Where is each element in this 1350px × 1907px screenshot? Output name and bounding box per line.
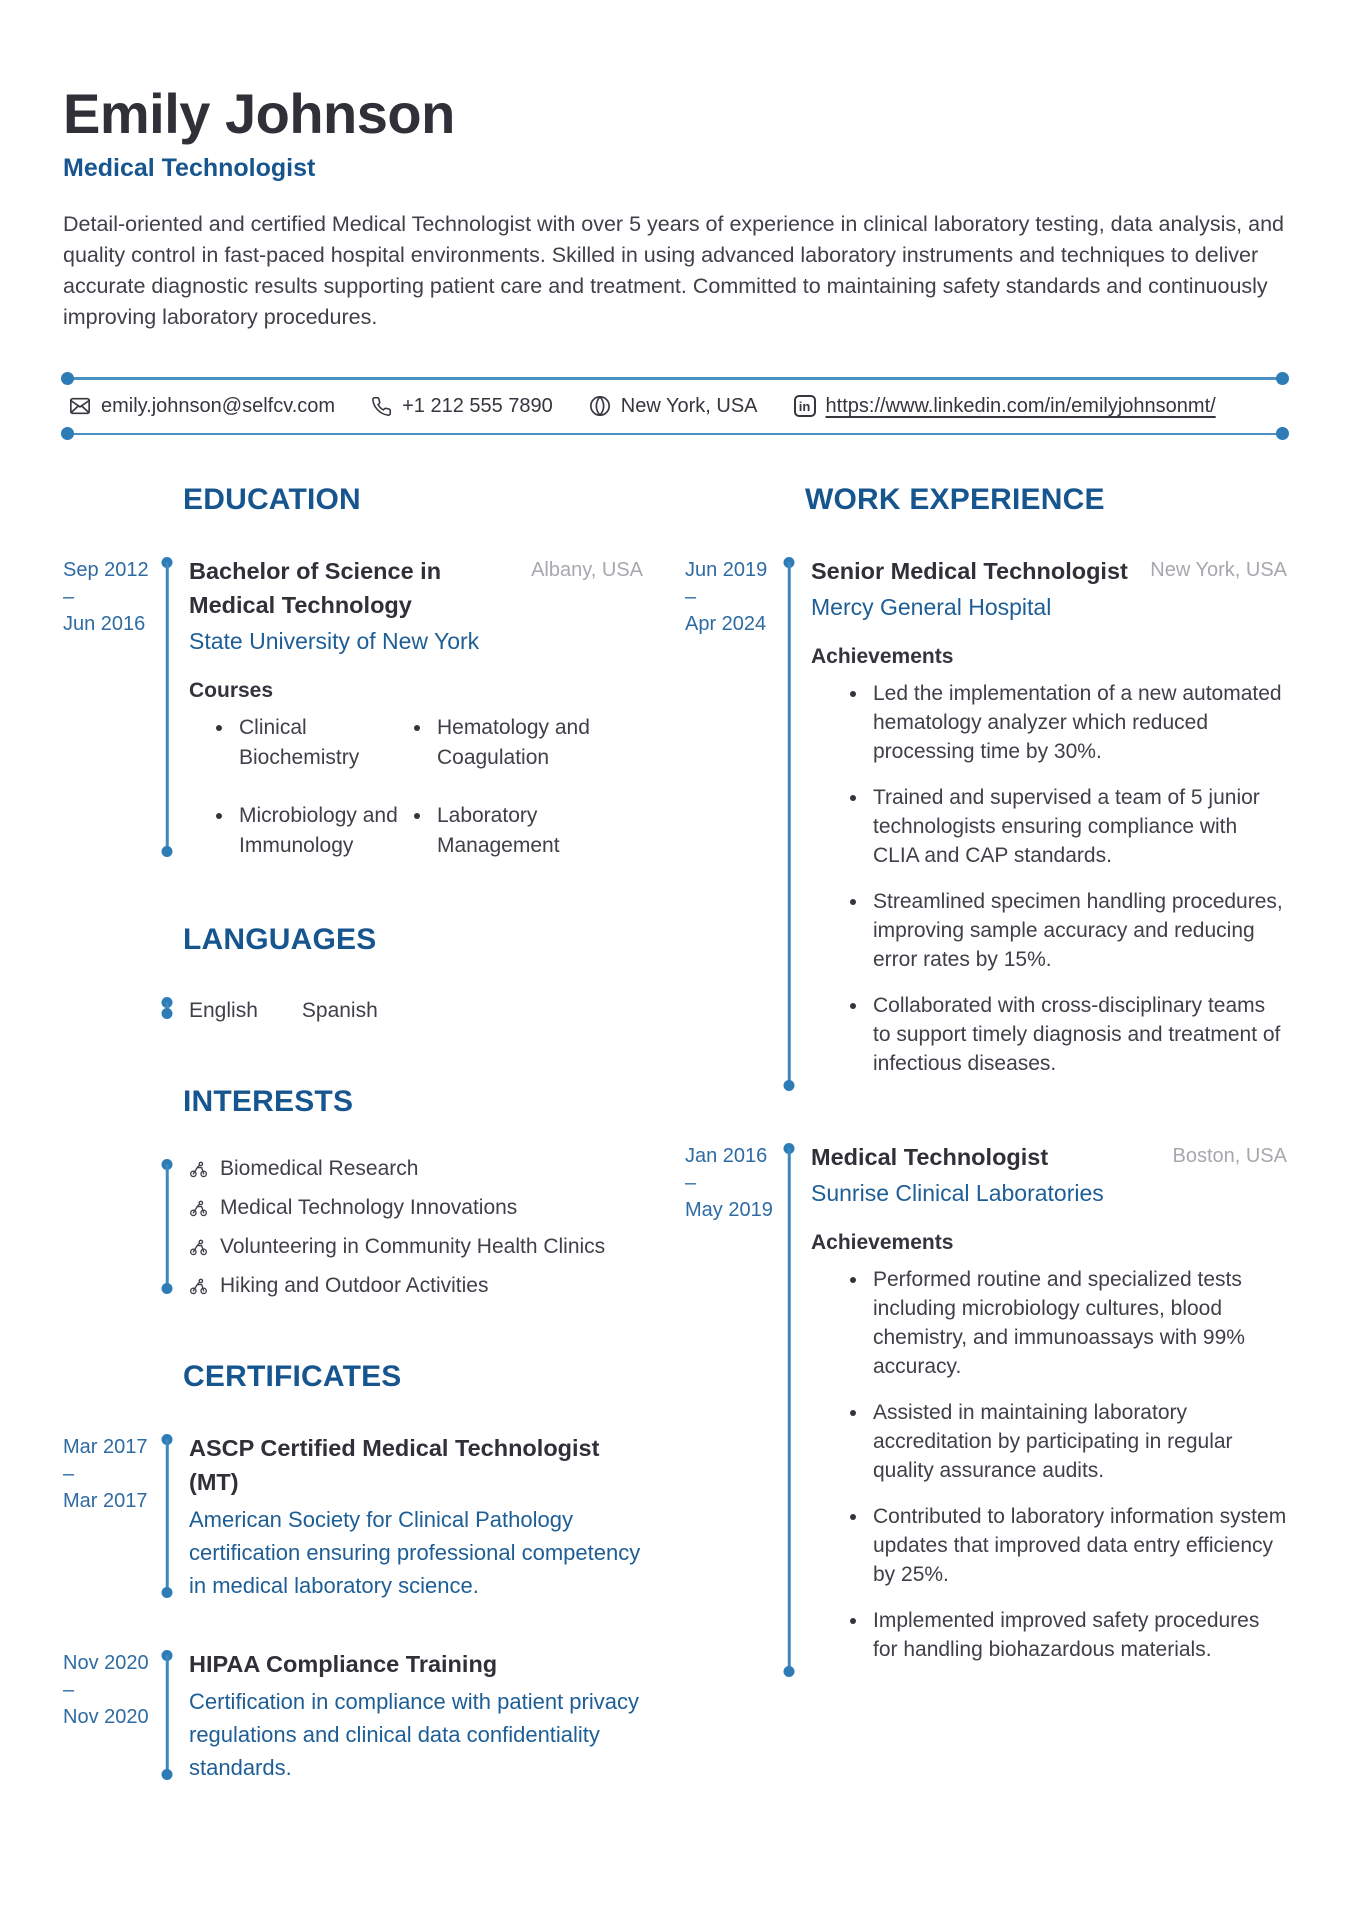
interest-item (189, 1235, 643, 1259)
timeline-line (166, 1439, 169, 1593)
section-work-experience (685, 483, 1287, 1681)
date-range (63, 1430, 153, 1602)
section-title-certificates: CERTIFICATES (183, 1360, 402, 1394)
course-item: • Laboratory Management (433, 801, 643, 861)
timeline-line (166, 1164, 169, 1289)
person-job-title: Medical Technologist (63, 154, 316, 183)
contact-bar (63, 377, 1287, 435)
date-start: Jan 2016 (685, 1145, 768, 1168)
certificate-body (189, 1430, 643, 1602)
divider-dot-left (61, 372, 74, 385)
divider-top (63, 377, 1287, 380)
timeline (161, 1650, 173, 1780)
section-languages (63, 923, 643, 1023)
section-title-education: EDUCATION (183, 483, 361, 517)
date-end: Mar 2017 (63, 1490, 148, 1513)
languages-entry (63, 993, 643, 1023)
contact-linkedin-link[interactable] (794, 395, 1216, 418)
timeline-dot-bottom (162, 1769, 173, 1780)
achievement-item: • Implemented improved safety procedures for handling biohazardous materials. (869, 1606, 1287, 1664)
date-end: Jun 2016 (63, 613, 146, 636)
timeline-line (788, 1148, 791, 1672)
cycling-icon (189, 1160, 208, 1179)
company-name: Mercy General Hospital (811, 594, 1052, 621)
section-interests (63, 1085, 643, 1298)
work-body (811, 1139, 1287, 1681)
timeline-dot-bottom (162, 1008, 173, 1019)
contact-linkedin-url: https://www.linkedin.com/in/emilyjohnsonmt/ (825, 394, 1216, 417)
divider-bottom (63, 433, 1287, 436)
main-columns (63, 483, 1287, 1846)
date-range (685, 1139, 775, 1681)
interest-label: Medical Technology Innovations (220, 1196, 518, 1220)
contact-phone (371, 395, 553, 418)
contact-email (69, 395, 335, 418)
timeline-dot-bottom (162, 846, 173, 857)
job-title: Senior Medical Technologist (811, 558, 1128, 585)
left-column (63, 483, 643, 1846)
date-range (63, 1646, 153, 1784)
title-row (811, 554, 1287, 588)
date-end: Apr 2024 (685, 613, 767, 636)
timeline (161, 997, 173, 1019)
course-item: • Hematology and Coagulation (433, 713, 643, 773)
date-start: Jun 2019 (685, 559, 768, 582)
degree-title: Bachelor of Science in Medical Technology (189, 558, 442, 619)
interest-item (189, 1274, 643, 1298)
date-range (63, 553, 153, 861)
contact-email-text: emily.johnson@selfcv.com (101, 394, 336, 417)
timeline (783, 1143, 795, 1677)
date-separator: – (63, 586, 75, 609)
linkedin-icon: in (794, 395, 816, 417)
timeline-dot-bottom (162, 1283, 173, 1294)
timeline (161, 1434, 173, 1598)
interests-entry (63, 1155, 643, 1298)
date-end: Nov 2020 (63, 1706, 149, 1729)
date-separator: – (63, 1463, 75, 1486)
language-item: English (189, 999, 258, 1023)
timeline-line (166, 1655, 169, 1775)
interest-item (189, 1157, 643, 1181)
divider-dot-right (1276, 427, 1289, 440)
date-start: Sep 2012 (63, 559, 149, 582)
course-item: • Microbiology and Immunology (235, 801, 413, 861)
achievement-item: • Led the implementation of a new automated hematology analyzer which reduced processing time by 30%. (869, 679, 1287, 766)
timeline (783, 557, 795, 1091)
achievements-list (811, 1265, 1287, 1664)
divider-dot-left (61, 427, 74, 440)
section-certificates (63, 1360, 643, 1784)
cycling-icon (189, 1277, 208, 1296)
work-body (811, 553, 1287, 1095)
work-entry (685, 553, 1287, 1095)
interests-list (189, 1155, 643, 1298)
institution-name: State University of New York (189, 628, 480, 655)
timeline-line (788, 562, 791, 1086)
contact-location-text: New York, USA (620, 394, 758, 417)
date-range-empty (63, 993, 153, 1023)
certificate-description: American Society for Clinical Pathology certification ensuring professional competency in medical laboratory science. (189, 1507, 641, 1599)
interest-label: Volunteering in Community Health Clinics (220, 1235, 606, 1259)
certificate-title: ASCP Certified Medical Technologist (MT) (189, 1435, 600, 1496)
contact-row (63, 380, 1287, 433)
section-title-languages: LANGUAGES (183, 923, 377, 957)
course-item: • Clinical Biochemistry (235, 713, 413, 773)
achievement-item: • Streamlined specimen handling procedures, improving sample accuracy and reducing error rates by 15%. (869, 887, 1287, 974)
date-start: Nov 2020 (63, 1652, 149, 1675)
date-separator: – (685, 1172, 697, 1195)
timeline-dot-bottom (784, 1666, 795, 1677)
person-name: Emily Johnson (63, 82, 455, 145)
resume-header (63, 84, 1287, 333)
date-start: Mar 2017 (63, 1436, 148, 1459)
certificate-entry (63, 1430, 643, 1602)
achievement-item: • Contributed to laboratory information system updates that improved data entry efficiency by 25%. (869, 1502, 1287, 1589)
timeline (161, 1159, 173, 1294)
language-item: Spanish (301, 999, 378, 1023)
date-range-empty (63, 1155, 153, 1298)
contact-location (589, 395, 758, 418)
title-row (189, 554, 643, 622)
interest-label: Hiking and Outdoor Activities (220, 1274, 489, 1298)
certificate-description: Certification in compliance with patient privacy regulations and clinical data confidentiality standards. (189, 1689, 639, 1781)
achievement-item: • Performed routine and specialized tests including microbiology cultures, blood chemistry, and immunoassays with 99% accuracy. (869, 1265, 1287, 1381)
summary-text: Detail-oriented and certified Medical Technologist with over 5 years of experience in clinical laboratory testing, data analysis, and quality control in fast-paced hospital environments. Skilled in using advanced laboratory instruments and techniques to deliver accurate diagnostic results supporting patient care and treatment. Committed to maintaining safety standards and continuously improving laboratory procedures. (63, 212, 1284, 330)
courses-list (189, 713, 643, 861)
phone-icon (371, 396, 392, 417)
mail-icon (69, 395, 91, 417)
section-title-work-experience: WORK EXPERIENCE (805, 483, 1105, 517)
title-row (811, 1140, 1287, 1174)
interest-label: Biomedical Research (220, 1157, 419, 1181)
certificate-entry (63, 1646, 643, 1784)
section-education (63, 483, 643, 861)
achievement-item: • Trained and supervised a team of 5 junior technologists ensuring compliance with CLIA and CAP standards. (869, 783, 1287, 870)
timeline (161, 557, 173, 857)
achievement-item: • Assisted in maintaining laboratory accreditation by participating in regular quality assurance audits. (869, 1398, 1287, 1485)
globe-icon (589, 395, 611, 417)
date-end: May 2019 (685, 1199, 773, 1222)
entry-location: Albany, USA (531, 559, 643, 582)
job-title: Medical Technologist (811, 1144, 1049, 1171)
achievements-list (811, 679, 1287, 1078)
entry-location: Boston, USA (1172, 1145, 1287, 1168)
education-body (189, 553, 643, 861)
work-entry (685, 1139, 1287, 1681)
cycling-icon (189, 1238, 208, 1257)
certificate-title: HIPAA Compliance Training (189, 1651, 498, 1678)
date-separator: – (63, 1679, 75, 1702)
cycling-icon (189, 1199, 208, 1218)
achievement-item: • Collaborated with cross-disciplinary teams to support timely diagnosis and treatment of infectious diseases. (869, 991, 1287, 1078)
achievements-label: Achievements (811, 1231, 954, 1255)
entry-location: New York, USA (1150, 559, 1287, 582)
timeline-line (166, 562, 169, 852)
languages-list (189, 993, 643, 1023)
contact-phone-text: +1 212 555 7890 (402, 394, 553, 417)
certificate-body (189, 1646, 643, 1784)
education-entry (63, 553, 643, 861)
timeline-dot-bottom (162, 1587, 173, 1598)
divider-dot-right (1276, 372, 1289, 385)
date-separator: – (685, 586, 697, 609)
right-column (685, 483, 1287, 1846)
section-title-interests: INTERESTS (183, 1085, 354, 1119)
date-range (685, 553, 775, 1095)
courses-label: Courses (189, 679, 274, 703)
interest-item (189, 1196, 643, 1220)
company-name: Sunrise Clinical Laboratories (811, 1180, 1104, 1207)
achievements-label: Achievements (811, 645, 954, 669)
timeline-dot-bottom (784, 1080, 795, 1091)
